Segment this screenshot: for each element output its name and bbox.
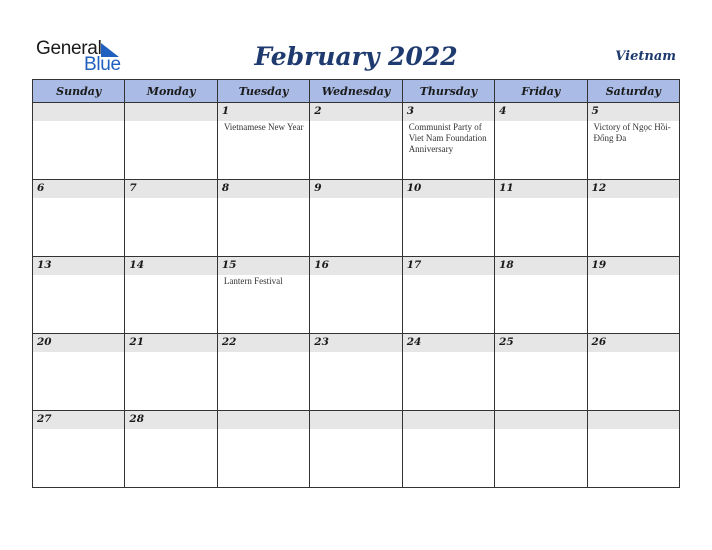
- calendar-week-row: [33, 411, 680, 488]
- day-number: 4: [499, 105, 507, 117]
- holiday-event: Victory of Ngọc Hồi-Đống Đa: [593, 122, 671, 143]
- day-cell: [587, 103, 679, 180]
- day-number-bar: [218, 257, 309, 275]
- day-number-bar: [588, 334, 679, 352]
- day-number: 6: [37, 182, 45, 194]
- day-number-bar: [125, 180, 216, 198]
- day-cell: [217, 180, 309, 257]
- calendar-week-row: [33, 334, 680, 411]
- day-number: 7: [129, 182, 137, 194]
- day-number-bar: [403, 334, 494, 352]
- day-cell: [495, 103, 587, 180]
- day-cell: [217, 411, 309, 488]
- day-number: 13: [37, 259, 52, 271]
- day-cell: [125, 180, 217, 257]
- day-number: 25: [499, 336, 514, 348]
- weekday-thursday: Thursday: [402, 80, 494, 103]
- day-number: 3: [406, 105, 414, 117]
- day-cell: [125, 257, 217, 334]
- day-number: 21: [129, 336, 145, 348]
- day-number-bar: [33, 334, 124, 352]
- weekday-header-row: [33, 80, 680, 103]
- day-cell: [310, 257, 402, 334]
- day-number: 27: [37, 413, 52, 425]
- month-calendar: [32, 79, 680, 488]
- calendar-week-row: [33, 180, 680, 257]
- weekday-monday: Monday: [125, 80, 217, 103]
- day-number: 12: [591, 182, 607, 194]
- day-number: 1: [221, 105, 230, 117]
- day-number: 20: [37, 336, 52, 348]
- day-number: 2: [314, 105, 322, 117]
- day-number: 5: [591, 105, 599, 117]
- day-number-bar: [403, 180, 494, 198]
- day-cell: [402, 334, 494, 411]
- day-number-bar: [218, 103, 309, 121]
- day-cell: [33, 180, 125, 257]
- day-number: 15: [221, 259, 237, 271]
- day-number-bar: [588, 257, 679, 275]
- day-cell: [33, 334, 125, 411]
- day-number: 19: [591, 259, 607, 271]
- day-cell: [310, 180, 402, 257]
- day-number-bar: [403, 103, 494, 121]
- day-cell: [310, 411, 402, 488]
- day-cell: [402, 180, 494, 257]
- day-cell: [217, 103, 309, 180]
- day-number: 8: [221, 182, 230, 194]
- day-number: 17: [406, 259, 422, 271]
- day-number: 22: [221, 336, 237, 348]
- day-cell: [125, 334, 217, 411]
- weekday-sunday: Sunday: [33, 80, 125, 103]
- page-title: February 2022: [254, 42, 458, 71]
- day-number-bar: [33, 257, 124, 275]
- day-number-bar: [125, 103, 216, 121]
- holiday-event: Vietnamese New Year: [223, 122, 304, 132]
- holiday-event: Communist Party of Viet Nam Foundation Anniversary: [408, 122, 487, 154]
- day-number-bar: [495, 180, 586, 198]
- calendar-week-row: [33, 103, 680, 180]
- day-number: 11: [499, 182, 514, 194]
- day-cell: [587, 257, 679, 334]
- day-number: 18: [499, 259, 514, 271]
- day-number-bar: [218, 180, 309, 198]
- holiday-event: Lantern Festival: [223, 276, 283, 286]
- day-cell: [587, 411, 679, 488]
- day-number-bar: [495, 411, 586, 429]
- day-cell: [217, 257, 309, 334]
- day-number-bar: [125, 257, 216, 275]
- day-cell: [587, 180, 679, 257]
- day-number: 16: [314, 259, 329, 271]
- day-cell: [495, 180, 587, 257]
- day-number: 23: [314, 336, 329, 348]
- day-number: 10: [406, 182, 422, 194]
- day-number-bar: [495, 257, 586, 275]
- day-cell: [33, 103, 125, 180]
- day-cell: [587, 334, 679, 411]
- day-number-bar: [33, 180, 124, 198]
- weekday-saturday: Saturday: [587, 80, 679, 103]
- day-number-bar: [33, 411, 124, 429]
- day-number-bar: [310, 103, 401, 121]
- day-cell: [125, 411, 217, 488]
- day-number-bar: [125, 411, 216, 429]
- day-number-bar: [310, 334, 401, 352]
- logo-text-general: General: [36, 38, 102, 59]
- logo-text-blue: Blue: [84, 54, 121, 75]
- calendar-week-row: [33, 257, 680, 334]
- day-number-bar: [33, 103, 124, 121]
- day-cell: [402, 103, 494, 180]
- day-cell: [33, 411, 125, 488]
- day-number-bar: [218, 334, 309, 352]
- weekday-tuesday: Tuesday: [217, 80, 309, 103]
- day-number: 28: [129, 413, 145, 425]
- day-number-bar: [495, 334, 586, 352]
- day-number-bar: [310, 180, 401, 198]
- day-number: 26: [591, 336, 607, 348]
- day-cell: [33, 257, 125, 334]
- day-number-bar: [310, 257, 401, 275]
- country-label: Vietnam: [615, 49, 676, 64]
- calendar-body: [33, 103, 680, 488]
- day-number: 9: [314, 182, 322, 194]
- day-number-bar: [495, 103, 586, 121]
- day-number-bar: [588, 411, 679, 429]
- day-cell: [310, 334, 402, 411]
- weekday-wednesday: Wednesday: [310, 80, 402, 103]
- day-number: 24: [406, 336, 422, 348]
- day-cell: [495, 257, 587, 334]
- day-number-bar: [310, 411, 401, 429]
- day-cell: [495, 334, 587, 411]
- day-number-bar: [218, 411, 309, 429]
- day-cell: [217, 334, 309, 411]
- day-cell: [402, 411, 494, 488]
- day-cell: [310, 103, 402, 180]
- day-number: 14: [129, 259, 145, 271]
- day-number-bar: [125, 334, 216, 352]
- day-number-bar: [588, 180, 679, 198]
- day-cell: [125, 103, 217, 180]
- weekday-friday: Friday: [495, 80, 587, 103]
- day-number-bar: [588, 103, 679, 121]
- day-number-bar: [403, 257, 494, 275]
- day-cell: [495, 411, 587, 488]
- day-cell: [402, 257, 494, 334]
- day-number-bar: [403, 411, 494, 429]
